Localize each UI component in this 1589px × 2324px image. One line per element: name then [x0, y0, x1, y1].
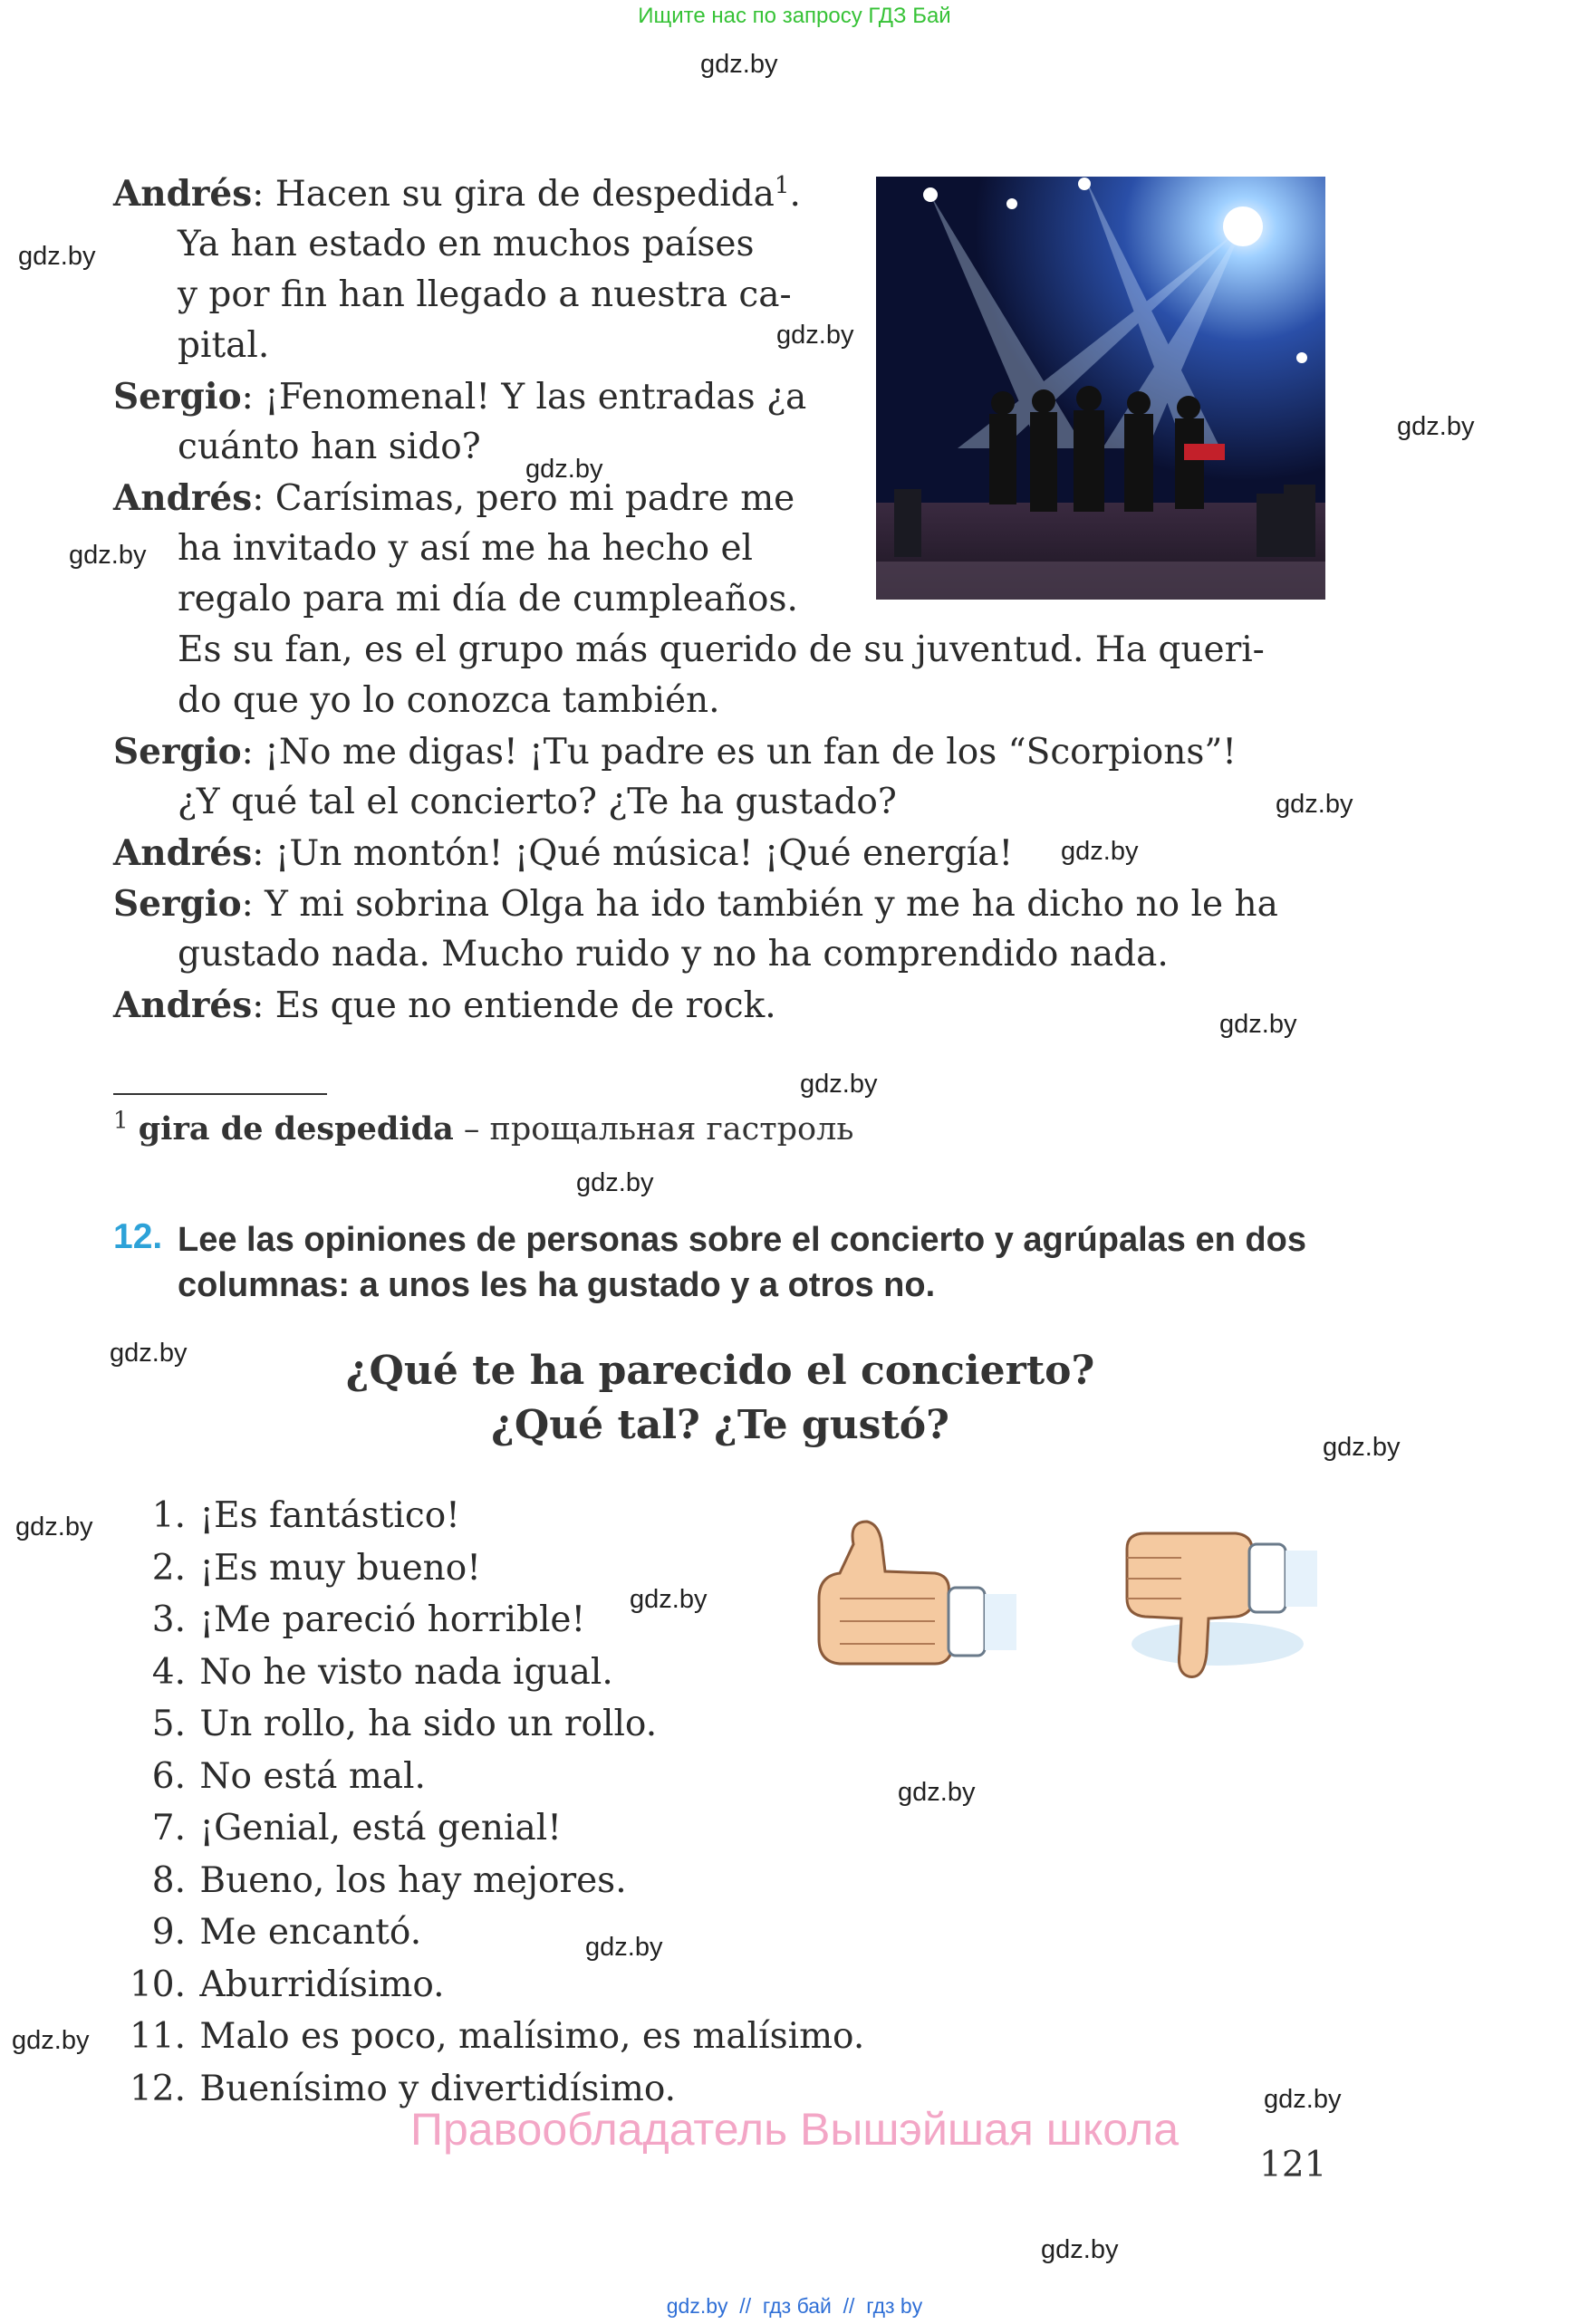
watermark: gdz.by [12, 2026, 90, 2055]
dialog-text: . [789, 174, 801, 215]
opinions-list [113, 1490, 864, 2115]
item-text: Bueno, los hay mejores. [199, 1859, 627, 1901]
dialog-line [113, 879, 1327, 929]
item-text: ¡Me pareció horrible! [199, 1599, 586, 1640]
list-item [113, 1959, 864, 2012]
item-number: 3. [151, 1599, 186, 1640]
footnote-definition: – прощальная гастроль [453, 1111, 854, 1148]
dialog-line [113, 828, 1327, 879]
item-text: Aburridísimo. [199, 1964, 445, 2005]
watermark: gdz.by [1061, 837, 1139, 866]
dialog-text: do que yo lo conozca también. [178, 680, 720, 721]
bottom-links[interactable]: gdz.by // гдз бай // гдз by [666, 2294, 923, 2318]
list-item [113, 1594, 864, 1647]
list-item [113, 1698, 864, 1751]
dialog-text: ¿Y qué tal el concierto? ¿Te ha gustado? [178, 782, 897, 822]
watermark: gdz.by [15, 1513, 93, 1541]
exercise-number: 12. [113, 1217, 163, 1256]
footnote-divider [113, 1093, 327, 1095]
dialog-text: y por fin han llegado a nuestra ca- [178, 274, 792, 315]
speaker-name: Sergio [113, 883, 242, 925]
dialog-text: ha invitado y así me ha hecho el [178, 528, 754, 569]
watermark: gdz.by [1397, 412, 1475, 441]
watermark: gdz.by [1041, 2235, 1119, 2264]
item-number: 7. [151, 1808, 186, 1849]
thumbs-down-icon [1100, 1508, 1317, 1698]
watermark: gdz.by [898, 1778, 976, 1807]
dialog-line [113, 676, 1327, 726]
item-text: Un rollo, ha sido un rollo. [199, 1704, 658, 1744]
list-item [113, 1490, 864, 1542]
item-text: Me encantó. [199, 1912, 422, 1953]
item-number: 2. [151, 1547, 186, 1589]
dialog-text: Es su fan, es el grupo más querido de su juventud. Ha queri- [178, 629, 1265, 670]
dialog-text: : Hacen su gira de despedida [252, 174, 775, 215]
footnote [113, 1107, 854, 1148]
dialog [113, 168, 1327, 1031]
rights-holder: Правообладатель Вышэйшая школа [410, 2104, 1179, 2155]
list-item [113, 2011, 864, 2063]
item-text: Buenísimo y divertidísimo. [199, 2068, 677, 2109]
dialog-line [113, 523, 1327, 574]
dialog-line [113, 321, 1327, 371]
item-text: No he visto nada igual. [199, 1651, 613, 1693]
dialog-text: : Carísimas, pero mi padre me [252, 478, 795, 519]
watermark: gdz.by [1219, 1010, 1297, 1039]
item-number: 10. [129, 1964, 186, 2005]
thumbs-up-icon [799, 1508, 1016, 1689]
watermark: gdz.by [1323, 1433, 1401, 1462]
dialog-text: pital. [178, 325, 270, 366]
item-number: 11. [129, 2016, 186, 2057]
item-text: ¡Genial, está genial! [199, 1808, 562, 1849]
dialog-text: : ¡No me digas! ¡Tu padre es un fan de los “Scorpions”! [241, 732, 1237, 773]
dialog-text: : ¡Fenomenal! Y las entradas ¿a [241, 377, 807, 418]
watermark: gdz.by [1264, 2085, 1342, 2114]
list-item [113, 1751, 864, 1803]
exercise-instruction: Lee las opiniones de personas sobre el concierto y agrúpalas en dos columnas: a unos les ha gustado y a otros no. [178, 1221, 1306, 1304]
watermark: gdz.by [525, 455, 603, 484]
footnote-ref: 1 [774, 172, 790, 199]
dialog-line [113, 219, 1327, 270]
dialog-line [113, 980, 1327, 1031]
watermark: gdz.by [110, 1339, 188, 1368]
dialog-line [113, 625, 1327, 676]
speaker-name: Andrés [113, 173, 253, 215]
watermark: gdz.by [576, 1168, 654, 1197]
watermark: gdz.by [69, 541, 147, 570]
list-item [113, 1802, 864, 1855]
item-number: 12. [129, 2068, 186, 2109]
section-heading: ¿Qué te ha parecido el concierto? [345, 1348, 1095, 1394]
dialog-line [113, 473, 1327, 523]
item-number: 1. [151, 1495, 186, 1536]
dialog-text: : Es que no entiende de rock. [252, 985, 776, 1026]
dialog-line [113, 371, 1327, 422]
section-heading: ¿Qué tal? ¿Te gustó? [491, 1402, 949, 1448]
speaker-name: Andrés [113, 477, 253, 519]
watermark: gdz.by [776, 321, 854, 350]
speaker-name: Andrés [113, 984, 253, 1026]
item-number: 4. [151, 1651, 186, 1693]
page-number: 121 [1259, 2145, 1327, 2185]
item-number: 9. [151, 1912, 186, 1953]
dialog-line [113, 270, 1327, 321]
speaker-name: Sergio [113, 731, 242, 773]
dialog-text: gustado nada. Mucho ruido y no ha comprendido nada. [178, 934, 1169, 975]
top-banner[interactable]: Ищите нас по запросу ГДЗ Бай [638, 4, 951, 28]
watermark: gdz.by [585, 1933, 663, 1962]
watermark: gdz.by [18, 242, 96, 271]
watermark: gdz.by [700, 50, 778, 79]
dialog-text: cuánto han sido? [178, 427, 481, 467]
dialog-line [113, 929, 1327, 980]
dialog-line [113, 422, 1327, 473]
dialog-text: regalo para mi día de cumpleaños. [178, 579, 798, 619]
speaker-name: Sergio [113, 376, 242, 418]
footnote-mark: 1 [113, 1107, 129, 1135]
dialog-line [113, 168, 1327, 219]
item-number: 5. [151, 1704, 186, 1744]
item-text: ¡Es fantástico! [199, 1495, 460, 1536]
item-text: Malo es poco, malísimo, es malísimo. [199, 2016, 865, 2057]
item-text: ¡Es muy bueno! [199, 1547, 481, 1589]
footnote-term: gira de despedida [138, 1110, 454, 1148]
dialog-text: : Y mi sobrina Olga ha ido también y me ha dicho no le ha [241, 884, 1278, 925]
watermark: gdz.by [630, 1585, 708, 1614]
dialog-line [113, 574, 1327, 625]
speaker-name: Andrés [113, 832, 253, 874]
list-item [113, 1855, 864, 1907]
list-item [113, 1647, 864, 1699]
item-number: 8. [151, 1859, 186, 1901]
list-item [113, 1906, 864, 1959]
dialog-text: Ya han estado en muchos países [178, 224, 755, 264]
watermark: gdz.by [1276, 790, 1353, 819]
dialog-line [113, 726, 1327, 777]
item-text: No está mal. [199, 1755, 426, 1797]
item-number: 6. [151, 1755, 186, 1797]
list-item [113, 1542, 864, 1595]
dialog-text: : ¡Un montón! ¡Qué música! ¡Qué energía! [252, 833, 1014, 874]
watermark: gdz.by [800, 1070, 878, 1099]
dialog-line [113, 777, 1327, 828]
